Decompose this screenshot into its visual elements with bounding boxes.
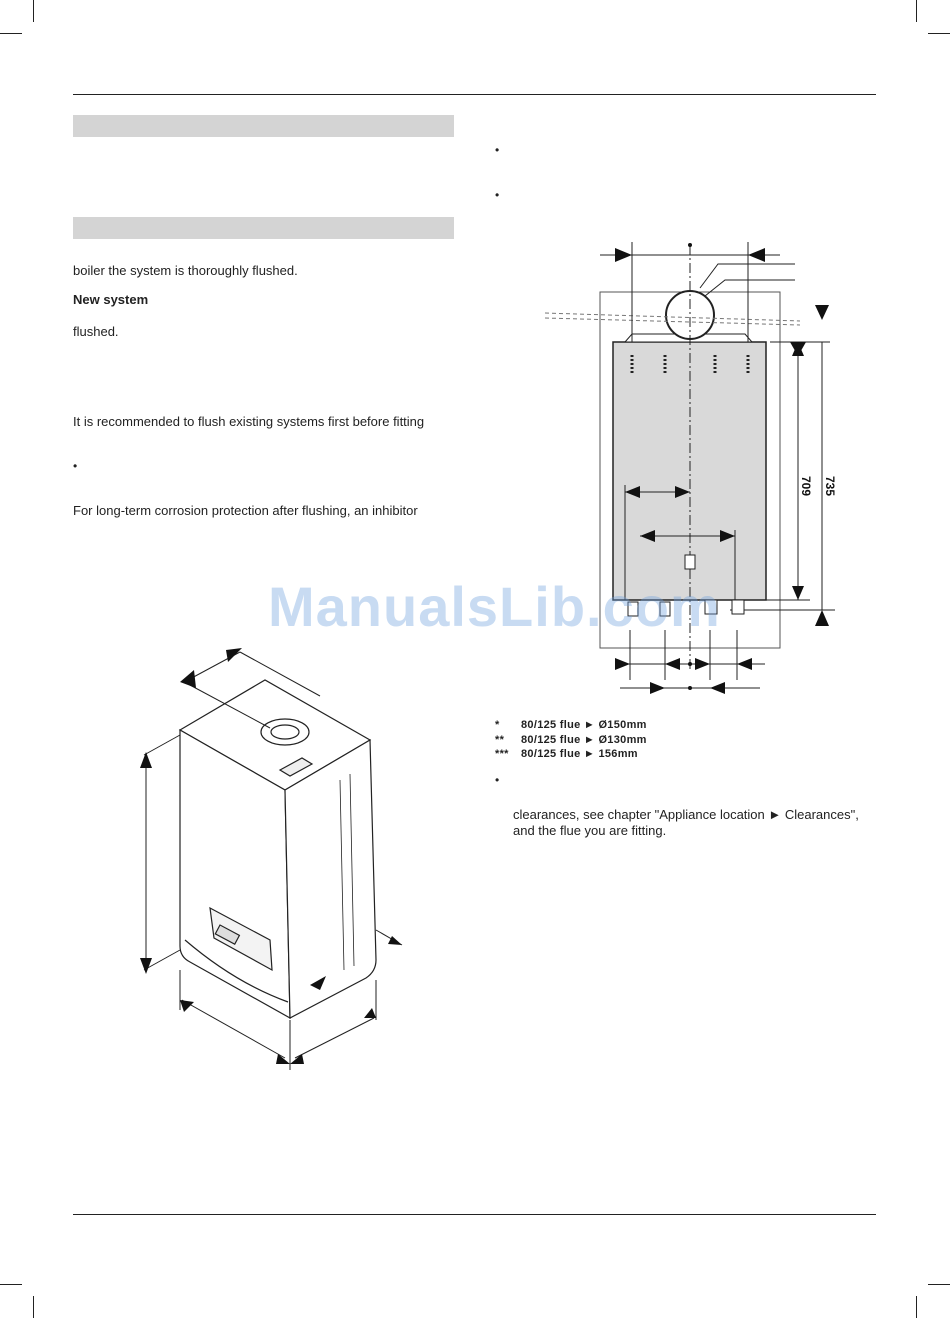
flue-note-mark: *: [495, 719, 500, 731]
section-heading-bar: [73, 115, 454, 137]
header-rule: [73, 94, 876, 95]
crop-mark: [928, 33, 950, 34]
watermark: ManualsLib.com: [268, 575, 721, 638]
clearance-text-line2: and the flue you are fitting.: [513, 823, 667, 838]
clearance-text-line1: clearances, see chapter "Appliance location ► Clearances",: [513, 807, 859, 822]
bullet: •: [495, 143, 500, 157]
flue-note-text: 80/125 flue ► Ø150mm: [521, 719, 647, 731]
crop-mark: [0, 33, 22, 34]
inhibitor-text: For long-term corrosion protection after flushing, an inhibitor: [73, 503, 418, 518]
bullet: •: [73, 459, 78, 473]
bullet: •: [495, 773, 500, 787]
footer-rule: [73, 1214, 876, 1215]
bullet: •: [495, 188, 500, 202]
new-system-heading: New system: [73, 292, 149, 307]
flue-note-text: 80/125 flue ► Ø130mm: [521, 734, 647, 746]
crop-mark: [33, 0, 34, 22]
dimension-709: 709: [799, 476, 813, 497]
new-system-text: flushed.: [73, 324, 119, 339]
flue-note-mark: **: [495, 734, 505, 746]
crop-mark: [33, 1296, 34, 1318]
crop-mark: [928, 1284, 950, 1285]
flush-paragraph-end: boiler the system is thoroughly flushed.: [73, 263, 298, 278]
section-heading-bar: [73, 217, 454, 239]
crop-mark: [916, 1296, 917, 1318]
flue-note-text: 80/125 flue ► 156mm: [521, 748, 638, 760]
crop-mark: [916, 0, 917, 22]
boiler-isometric-drawing: [130, 640, 420, 1080]
crop-mark: [0, 1284, 22, 1285]
existing-system-text: It is recommended to flush existing systems first before fitting: [73, 414, 425, 429]
flue-note-mark: ***: [495, 748, 509, 760]
dimension-735: 735: [823, 476, 837, 497]
